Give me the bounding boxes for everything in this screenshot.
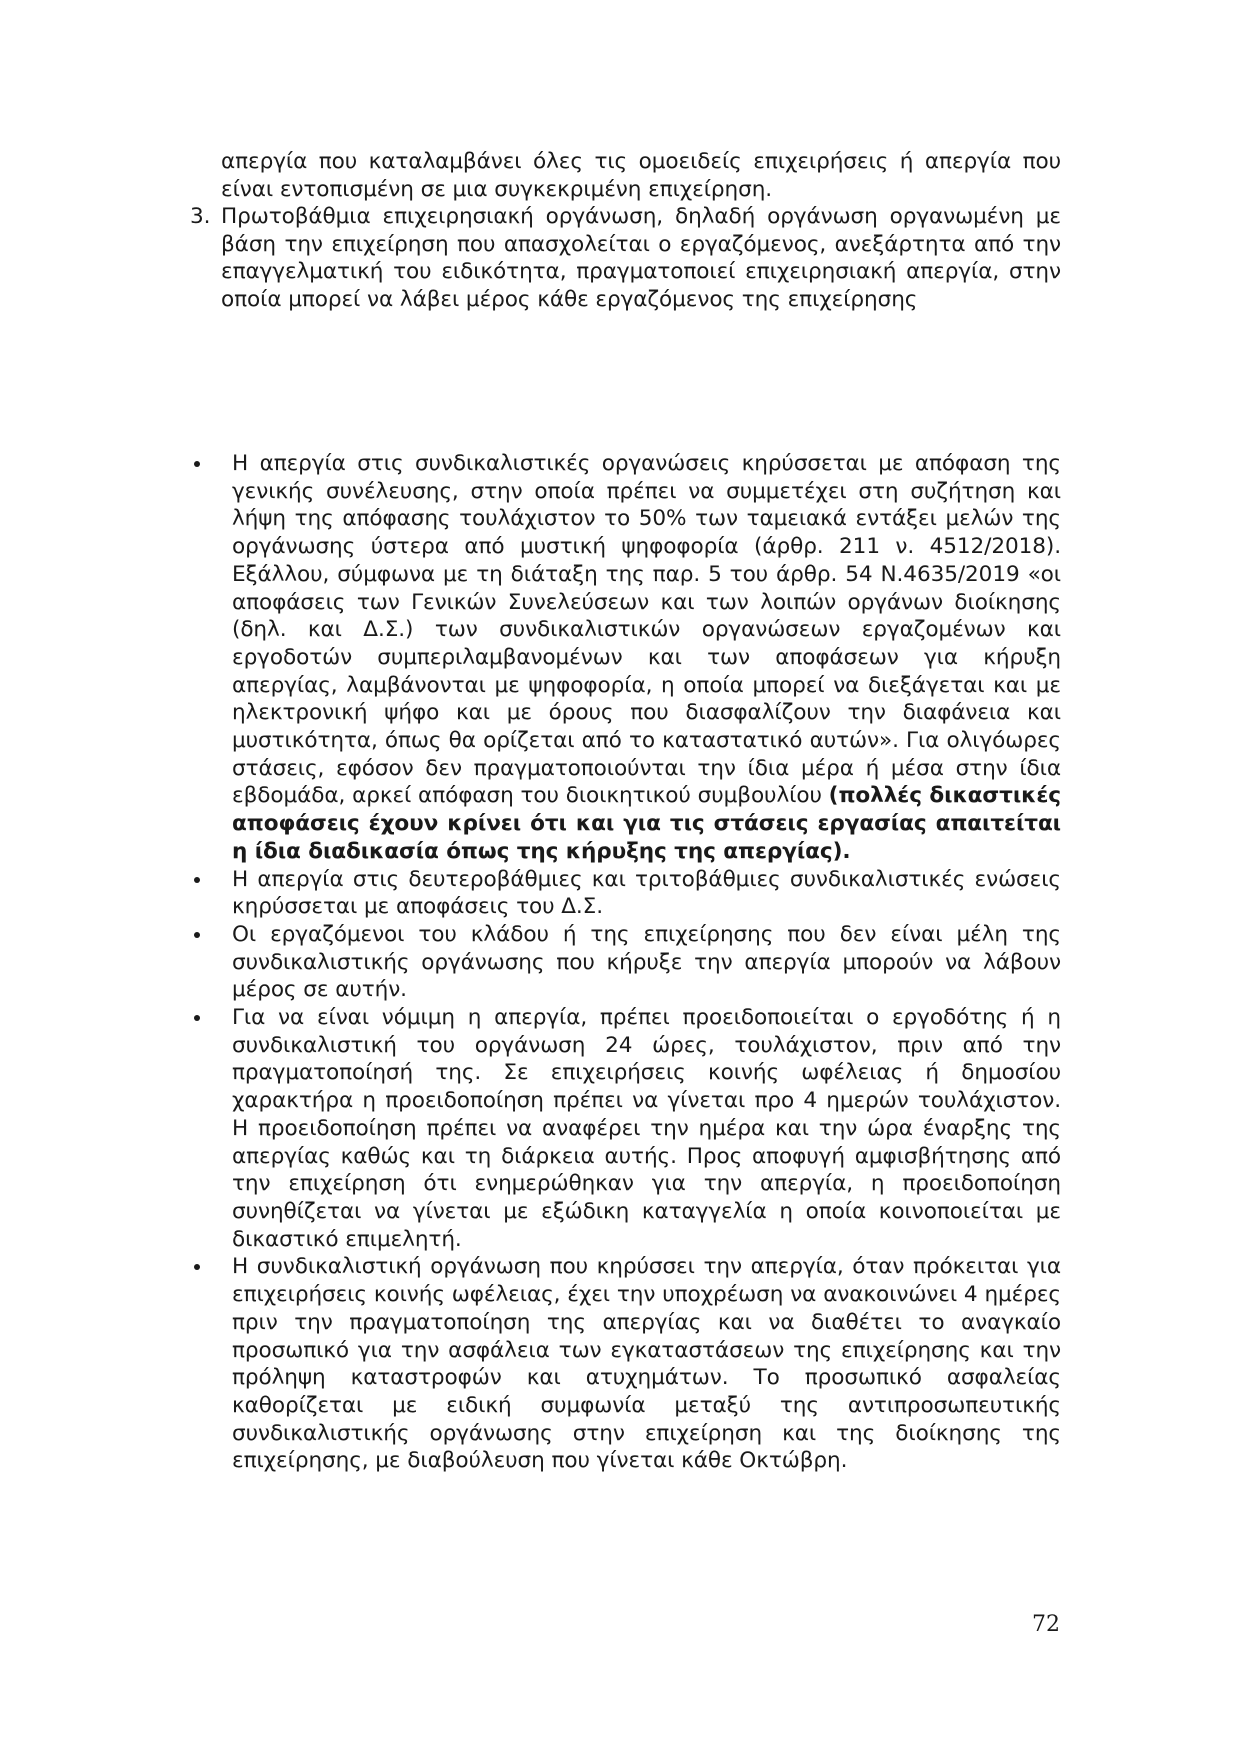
bullet-list (190, 450, 1061, 1475)
list-item (190, 866, 1061, 921)
bullet-icon (194, 1264, 200, 1270)
list-item-text: Η συνδικαλιστική οργάνωση που κηρύσσει την απεργία, όταν πρόκειται για επιχειρήσεις κοινής ωφέλειας, έχει την υποχρέωση να ανακοινώνει 4 ημέρες πριν την πραγματοποίηση της απεργίας και να διαθέτει το αναγκαίο προσωπικό για την ασφάλεια των εγκαταστάσεων της επιχείρησης και την πρόληψη καταστροφών και ατυχημάτων. Το προσωπικό ασφαλείας καθορίζεται με ειδική συμφωνία μεταξύ της αντιπροσωπευτικής συνδικαλιστικής οργάνωσης στην επιχείρηση και της διοίκησης της επιχείρησης, με διαβούλευση που γίνεται κάθε Οκτώβρη. (232, 1254, 1061, 1474)
list-item-bold-text: (πολλές δικαστικές αποφάσεις έχουν κρίνει ότι και για τις στάσεις εργασίας απαιτείται η ίδια διαδικασία όπως της κήρυξης της απεργίας). (232, 783, 1061, 864)
bullet-icon (194, 1015, 200, 1021)
bullet-icon (194, 461, 200, 467)
continuation-paragraph: απεργία που καταλαμβάνει όλες τις ομοειδείς επιχειρήσεις ή απεργία που είναι εντοπισμένη σε μια συγκεκριμένη επιχείρηση. (221, 149, 1061, 202)
list-item-text: Η απεργία στις δευτεροβάθμιες και τριτοβάθμιες συνδικαλιστικές ενώσεις κηρύσσεται με αποφάσεις του Δ.Σ. (232, 866, 1061, 920)
list-item-text: Οι εργαζόμενοι του κλάδου ή της επιχείρησης που δεν είναι μέλη της συνδικαλιστικής οργάνωσης που κήρυξε την απεργία μπορούν να λάβουν μέρος σε αυτήν. (232, 921, 1061, 1003)
numbered-item-3 (190, 203, 1061, 314)
bullet-icon (194, 877, 200, 883)
page-number: 72 (1032, 1612, 1060, 1637)
list-item (190, 450, 1061, 866)
list-item-text: Για να είναι νόμιμη η απεργία, πρέπει προειδοποιείται ο εργοδότης ή η συνδικαλιστική του οργάνωση 24 ώρες, τουλάχιστον, πριν από την πραγματοποίησή της. Σε επιχειρήσεις κοινής ωφέλειας ή δημοσίου χαρακτήρα η προειδοποίηση πρέπει να γίνεται προ 4 ημερών τουλάχιστον. Η προειδοποίηση πρέπει να αναφέρει την ημέρα και την ώρα έναρξης της απεργίας καθώς και τη διάρκεια αυτής. Προς αποφυγή αμφισβήτησης από την επιχείρηση ότι ενημερώθηκαν για την απεργία, η προειδοποίηση συνηθίζεται να γίνεται με εξώδικη καταγγελία η οποία κοινοποιείται με δικαστικό επιμελητή. (232, 1005, 1061, 1252)
list-item-text: Η απεργία στις συνδικαλιστικές οργανώσεις κηρύσσεται με απόφαση της γενικής συνέλευσης, στην οποία πρέπει να συμμετέχει στη συζήτηση και λήψη της απόφασης τουλάχιστον το 50% των ταμειακά εντάξει μελών της οργάνωσης ύστερα από μυστική ψηφοφορία (άρθρ. 211 ν. 4512/2018). Εξάλλου, σύμφωνα με τη διάταξη της παρ. 5 του άρθρ. 54 Ν.4635/2019 «οι αποφάσεις των Γενικών Συνελεύσεων και των λοιπών οργάνων διοίκησης (δηλ. και Δ.Σ.) των συνδικαλιστικών οργανώσεων εργαζομένων και εργοδοτών συμπεριλαμβανομένων και των αποφάσεων για κήρυξη απεργίας, λαμβάνονται με ψηφοφορία, η οποία μπορεί να διεξάγεται και με ηλεκτρονική ψήφο και με όρους που διασφαλίζουν την διαφάνεια και μυστικότητα, όπως θα ορίζεται από το καταστατικό αυτών». Για ολιγόωρες στάσεις, εφόσον δεν πραγματοποιούνται την ίδια μέρα ή μέσα στην ίδια εβδομάδα, αρκεί απόφαση του διοικητικού συμβουλίου (232, 451, 1061, 809)
list-item (190, 1253, 1061, 1475)
list-item (190, 1004, 1061, 1253)
item-text: Πρωτοβάθμια επιχειρησιακή οργάνωση, δηλαδή οργάνωση οργανωμένη με βάση την επιχείρηση που απασχολείται ο εργαζόμενος, ανεξάρτητα από την επαγγελματική του ειδικότητα, πραγματοποιεί επιχειρησιακή απεργία, στην οποία μπορεί να λάβει μέρος κάθε εργαζόμενος της επιχείρησης (221, 204, 1061, 313)
item-number: 3. (190, 204, 211, 229)
list-item (190, 921, 1061, 1004)
bullet-icon (194, 932, 200, 938)
